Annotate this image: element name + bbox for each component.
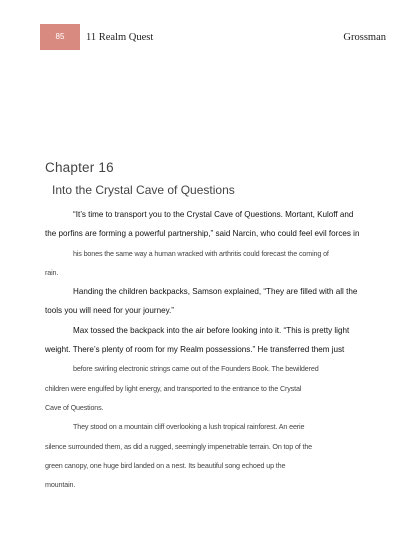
chapter-number: Chapter 16 <box>45 160 114 175</box>
text-line: children were engulfed by light energy, and transported to the entrance to the Crystal <box>45 383 302 393</box>
text-line: “It’s time to transport you to the Crystal Cave of Questions. Mortant, Kuloff and <box>73 210 354 219</box>
page-header <box>40 24 386 50</box>
text-line: They stood on a mountain cliff overlooking a lush tropical rainforest. An eerie <box>73 422 305 432</box>
paragraph <box>45 417 383 494</box>
text-line: Cave of Questions. <box>45 402 104 412</box>
text-line: Max tossed the backpack into the air before looking into it. “This is pretty light <box>73 325 350 335</box>
text-line: before swirling electronic strings came out of the Founders Book. The bewildered <box>73 364 319 374</box>
text-line: his bones the same way a human wracked with arthritis could forecast the coming of <box>73 248 329 258</box>
body-text <box>45 205 383 494</box>
text-line: the porfins are forming a powerful partnership,” said Narcin, who could feel evil forces in <box>45 229 360 239</box>
chapter-title: Into the Crystal Cave of Questions <box>52 183 235 197</box>
text-line: weight. There’s plenty of room for my Realm possessions.” He transferred them just <box>45 345 345 355</box>
paragraph <box>45 359 383 417</box>
text-line: rain. <box>45 267 59 277</box>
page-number-badge: 85 <box>40 24 80 50</box>
author-name: Grossman <box>343 32 386 43</box>
text-line: green canopy, one huge bird landed on a nest. Its beautiful song echoed up the <box>45 460 286 470</box>
text-line: mountain. <box>45 480 76 490</box>
paragraph <box>45 321 383 360</box>
text-line: tools you will need for your journey.” <box>45 306 174 316</box>
paragraph <box>45 205 383 244</box>
text-line: Handing the children backpacks, Samson explained, “They are filled with all the <box>73 287 358 297</box>
paragraph <box>45 244 383 283</box>
book-title: 11 Realm Quest <box>86 32 154 43</box>
paragraph <box>45 282 383 321</box>
text-line: silence surrounded them, as did a rugged, seemingly impenetrable terrain. On top of the <box>45 441 313 451</box>
